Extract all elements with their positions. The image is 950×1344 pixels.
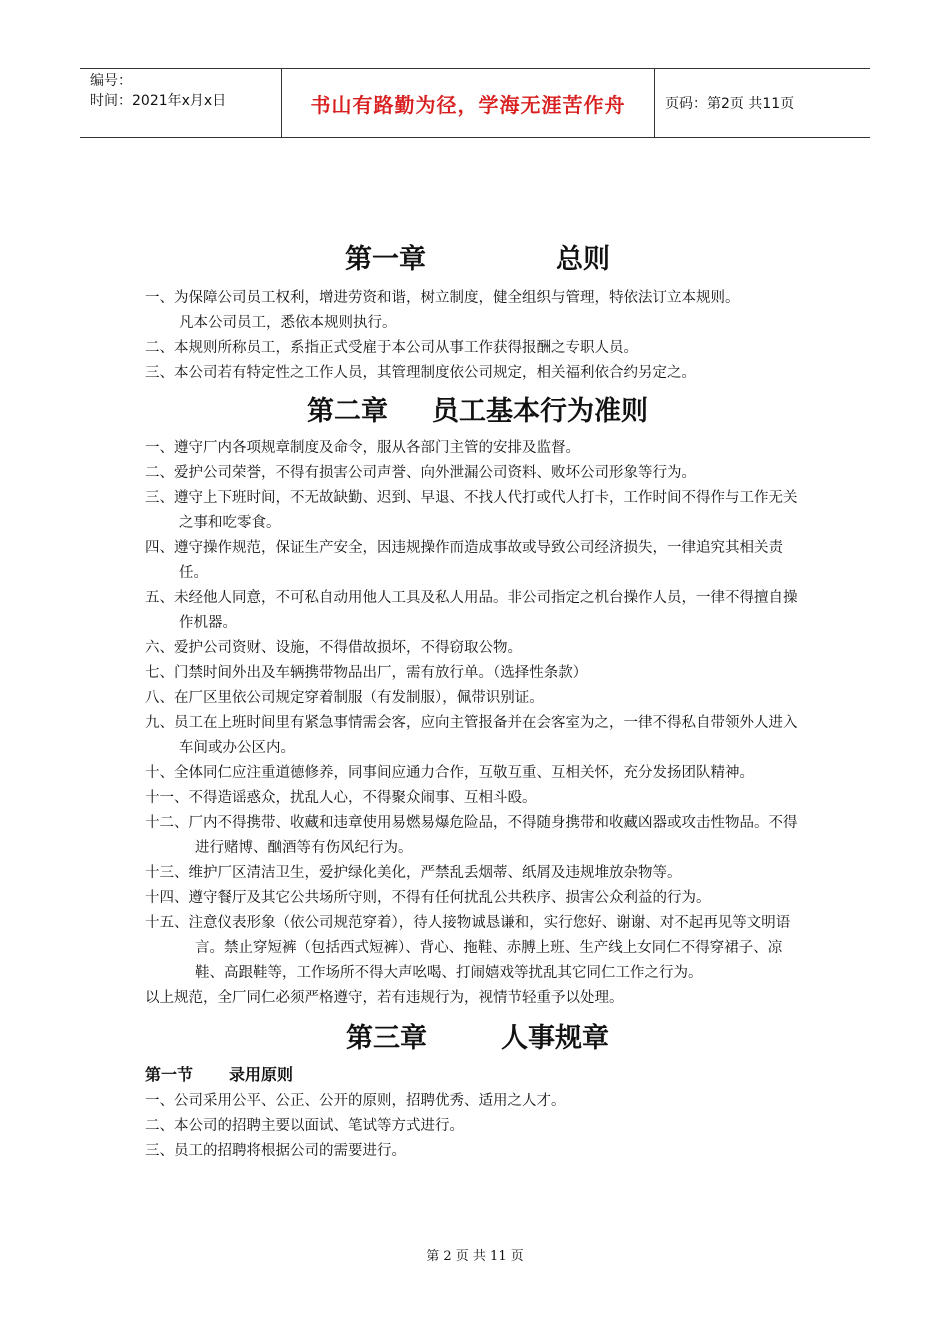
list-item: 七、门禁时间外出及车辆携带物品出厂，需有放行单。（选择性条款） — [145, 665, 588, 681]
list-item: 二、本规则所称员工，系指正式受雇于本公司从事工作获得报酬之专职人员。 — [145, 340, 638, 356]
list-item: 一、公司采用公平、公正、公开的原则，招聘优秀、适用之人才。 — [145, 1093, 566, 1109]
list-item: 十五、注意仪表形象（依公司规范穿着），待人接物诚恳谦和，实行您好、谢谢、对不起再见等文明语言。禁止穿短裤（包括西式短裤）、背心、拖鞋、赤膊上班、生产线上女同仁不得穿裙子、凉鞋、高跟鞋等，工作场所不得大声吆喝、打闹嬉戏等扰乱其它同仁工作之行为。 — [145, 915, 791, 981]
chapter-3-number: 第三章 — [346, 1023, 427, 1054]
list-item: 十四、遵守餐厅及其它公共场所守则，不得有任何扰乱公共秩序、损害公众利益的行为。 — [145, 890, 711, 906]
chapter-3-name: 人事规章 — [501, 1023, 609, 1054]
closing-text: 以上规范，全厂同仁必须严格遵守，若有违规行为，视情节轻重予以处理。 — [145, 990, 624, 1006]
list-item: 二、爱护公司荣誉，不得有损害公司声誉、向外泄漏公司资料、败坏公司形象等行为。 — [145, 465, 696, 481]
page-footer: 第 2 页 共 11 页 — [426, 1249, 524, 1264]
chapter-2-title — [145, 392, 810, 432]
document-body — [145, 240, 810, 1164]
chapter-1-title — [145, 240, 810, 280]
list-item: 十二、厂内不得携带、收藏和违章使用易燃易爆危险品，不得随身携带和收藏凶器或攻击性物品。不得进行赌博、酗酒等有伤风纪行为。 — [145, 815, 798, 856]
list-item: 三、本公司若有特定性之工作人员，其管理制度依公司规定，相关福利依合约另定之。 — [145, 365, 696, 381]
header-motto: 书山有路勤为径，学海无涯苦作舟 — [282, 69, 655, 137]
list-item: 五、未经他人同意，不可私自动用他人工具及私人用品。非公司指定之机台操作人员，一律不得擅自操作机器。 — [145, 590, 798, 631]
chapter-2-number: 第二章 — [307, 396, 388, 427]
header-page-info: 页码：第2页 共11页 — [665, 96, 795, 112]
list-item: 三、遵守上下班时间，不无故缺勤、迟到、早退、不找人代打或代人打卡，工作时间不得作与工作无关之事和吃零食。 — [145, 490, 798, 531]
section-title: 录用原则 — [229, 1065, 294, 1084]
date-label: 时间：2021年x月x日 — [90, 93, 227, 109]
list-item: 二、本公司的招聘主要以面试、笔试等方式进行。 — [145, 1118, 464, 1134]
section-heading — [145, 1061, 810, 1089]
list-item: 一、为保障公司员工权利，增进劳资和谐，树立制度，健全组织与管理，特依法订立本规则。 — [145, 290, 740, 306]
list-item: 四、遵守操作规范，保证生产安全，因违规操作而造成事故或导致公司经济损失，一律追究其相关责任。 — [145, 540, 783, 581]
list-item: 十、全体同仁应注重道德修养，同事间应通力合作，互敬互重、互相关怀，充分发扬团队精神。 — [145, 765, 754, 781]
section-number: 第一节 — [145, 1065, 194, 1084]
chapter-1-name: 总则 — [556, 244, 610, 275]
list-item: 十一、不得造谣惑众，扰乱人心，不得聚众闹事、互相斗殴。 — [145, 790, 537, 806]
list-item: 九、员工在上班时间里有紧急事情需会客，应向主管报备并在会客室为之，一律不得私自带领外人进入车间或办公区内。 — [145, 715, 798, 756]
chapter-2-name: 员工基本行为准则 — [432, 396, 648, 427]
list-item: 十三、维护厂区清洁卫生，爱护绿化美化，严禁乱丢烟蒂、纸屑及违规堆放杂物等。 — [145, 865, 682, 881]
header-meta — [80, 69, 282, 137]
chapter-3-title — [145, 1019, 810, 1059]
list-item: 六、爱护公司资财、设施，不得借故损坏，不得窃取公物。 — [145, 640, 522, 656]
number-label: 编号： — [90, 73, 132, 89]
list-item: 凡本公司员工，悉依本规则执行。 — [179, 315, 397, 331]
list-item: 三、员工的招聘将根据公司的需要进行。 — [145, 1143, 406, 1159]
list-item: 一、遵守厂内各项规章制度及命令，服从各部门主管的安排及监督。 — [145, 440, 580, 456]
list-item: 八、在厂区里依公司规定穿着制服（有发制服），佩带识别证。 — [145, 690, 544, 706]
chapter-1-number: 第一章 — [345, 244, 426, 275]
page-header — [80, 68, 870, 138]
